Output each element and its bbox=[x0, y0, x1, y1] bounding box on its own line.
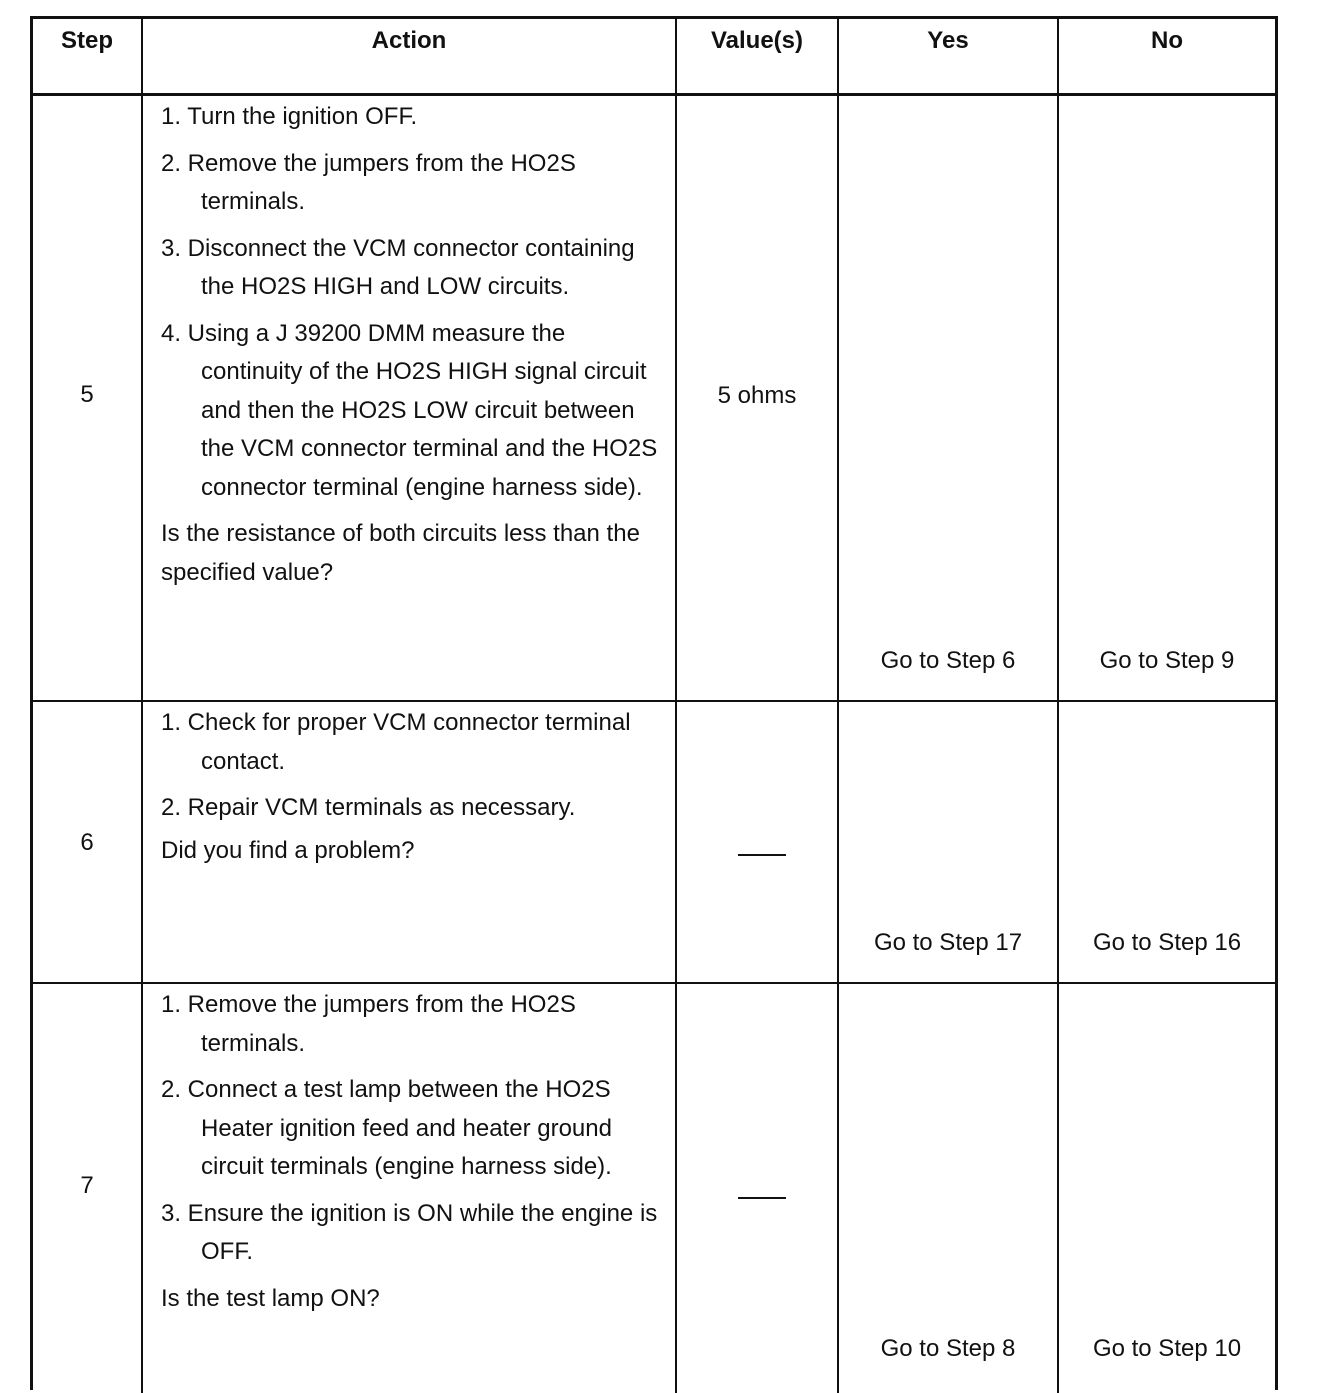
diagnostic-table bbox=[30, 16, 1278, 1390]
step-number: 6 bbox=[80, 829, 94, 856]
action-item: 1. Check for proper VCM connector terminal contact. bbox=[161, 709, 631, 775]
yes-cell: Go to Step 17 bbox=[873, 929, 1023, 956]
action-item: 1. Turn the ignition OFF. bbox=[161, 103, 418, 130]
action-item: 3. Ensure the ignition is ON while the engine is OFF. bbox=[161, 1199, 658, 1265]
value-dash bbox=[738, 854, 786, 856]
action-item: 3. Disconnect the VCM connector containing the HO2S HIGH and LOW circuits. bbox=[161, 234, 635, 300]
column-divider bbox=[141, 702, 143, 982]
no-cell: Go to Step 10 bbox=[1092, 1335, 1242, 1362]
action-cell bbox=[161, 98, 669, 592]
header-action: Action bbox=[371, 27, 447, 54]
header-step: Step bbox=[60, 27, 113, 54]
column-divider bbox=[1057, 96, 1059, 700]
header-yes: Yes bbox=[927, 27, 969, 54]
yes-cell: Go to Step 6 bbox=[880, 647, 1016, 674]
value-dash bbox=[738, 1197, 786, 1199]
action-item: 2. Connect a test lamp between the HO2S Heater ignition feed and heater ground circuit terminals (engine harness side). bbox=[161, 1076, 612, 1180]
action-cell bbox=[161, 704, 669, 870]
header-no: No bbox=[1151, 27, 1183, 54]
value-cell bbox=[677, 839, 837, 867]
no-cell: Go to Step 9 bbox=[1099, 647, 1235, 674]
action-item: 4. Using a J 39200 DMM measure the continuity of the HO2S HIGH signal circuit and then the HO2S LOW circuit between the VCM connector terminal and the HO2S connector terminal (engine harness side). bbox=[161, 319, 658, 501]
header-values: Value(s) bbox=[710, 27, 804, 54]
value-cell: 5 ohms bbox=[717, 382, 797, 409]
action-question: Is the resistance of both circuits less than the specified value? bbox=[161, 520, 640, 586]
no-cell: Go to Step 16 bbox=[1092, 929, 1242, 956]
action-question: Is the test lamp ON? bbox=[161, 1284, 380, 1312]
column-divider bbox=[837, 984, 839, 1393]
table-row-step-7 bbox=[33, 984, 1275, 1393]
column-divider bbox=[141, 96, 143, 700]
column-divider bbox=[837, 96, 839, 700]
yes-cell: Go to Step 8 bbox=[880, 1335, 1016, 1362]
action-cell bbox=[161, 986, 669, 1318]
action-item: 2. Remove the jumpers from the HO2S terminals. bbox=[161, 149, 576, 215]
value-cell bbox=[677, 1182, 837, 1210]
table-header-row bbox=[33, 19, 1275, 96]
action-question: Did you find a problem? bbox=[161, 836, 415, 864]
action-item: 1. Remove the jumpers from the HO2S terminals. bbox=[161, 991, 576, 1057]
column-divider bbox=[1057, 984, 1059, 1393]
table-row-step-6 bbox=[33, 702, 1275, 984]
column-divider bbox=[141, 984, 143, 1393]
step-number: 5 bbox=[80, 381, 94, 408]
step-number: 7 bbox=[80, 1172, 94, 1199]
table-row-step-5 bbox=[33, 96, 1275, 702]
action-item: 2. Repair VCM terminals as necessary. bbox=[161, 794, 576, 821]
